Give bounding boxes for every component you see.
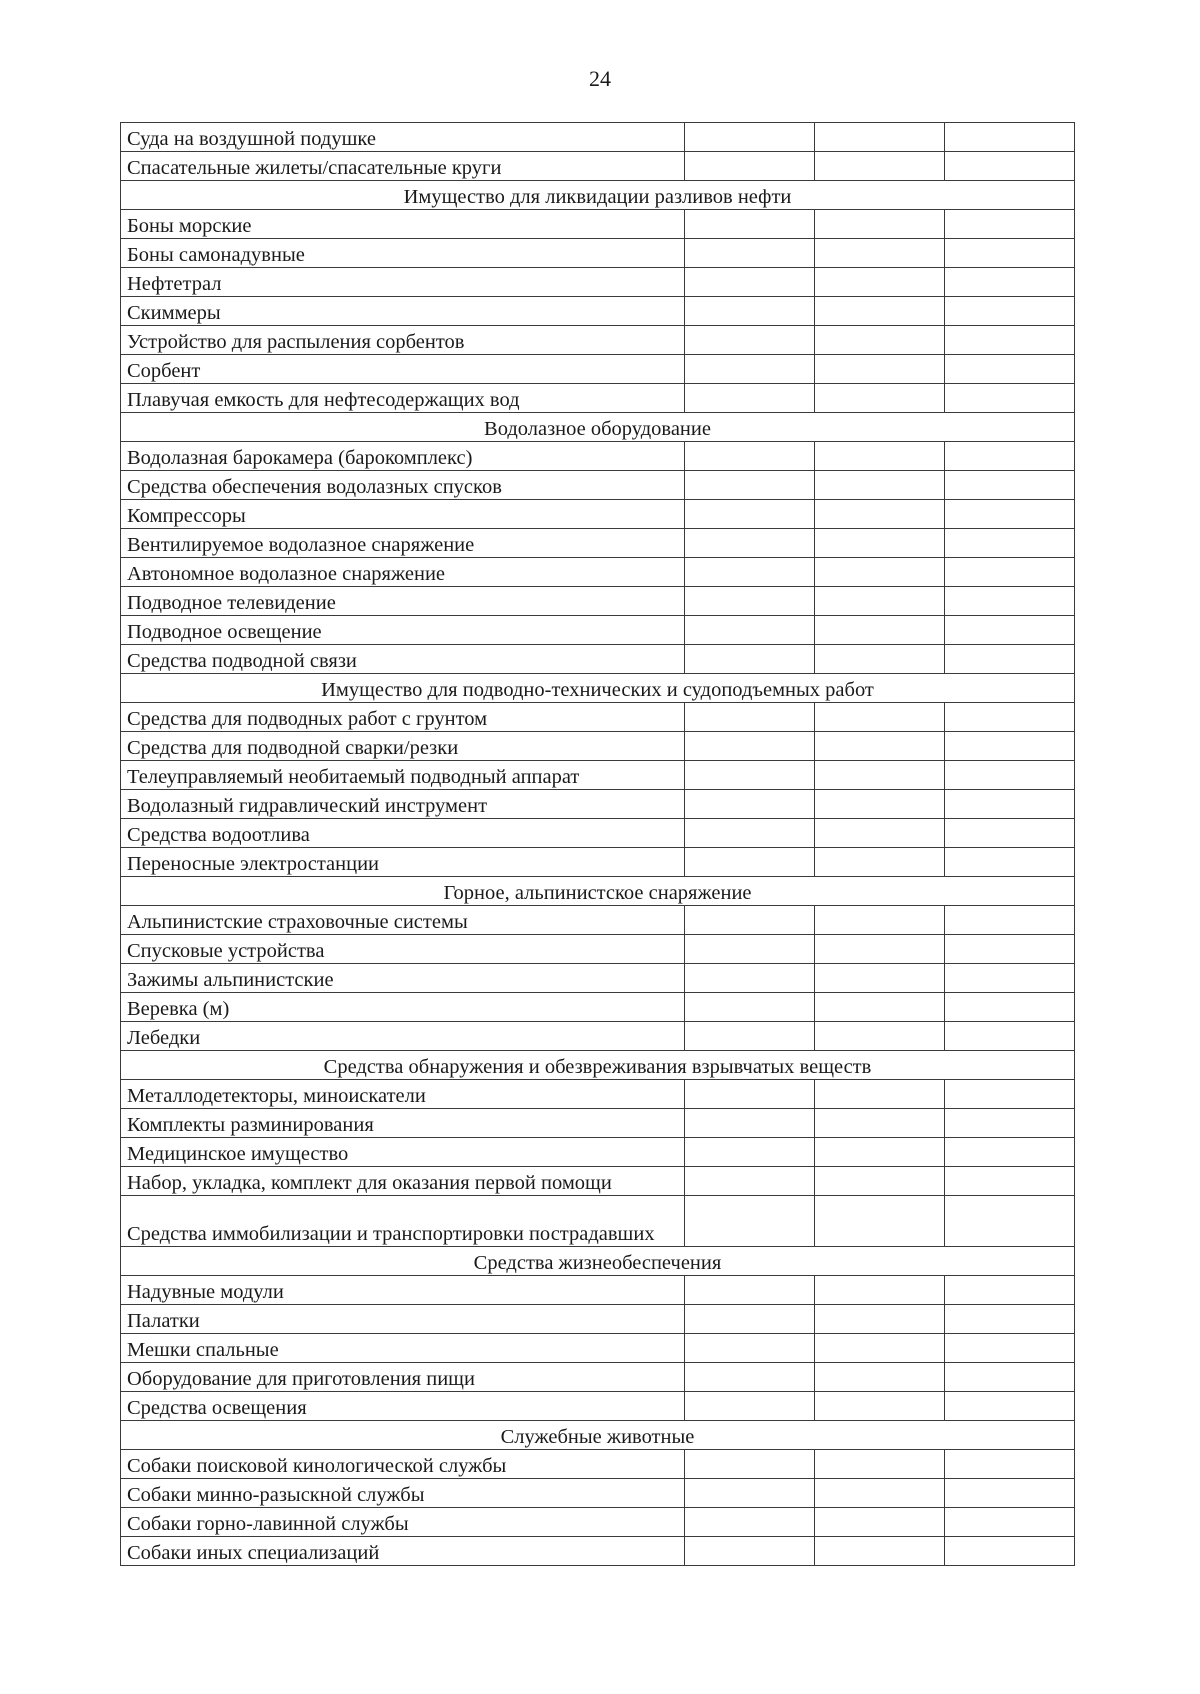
- item-name-cell: Собаки иных специализаций: [121, 1537, 685, 1566]
- table-row: [121, 848, 1075, 877]
- table-row: [121, 1479, 1075, 1508]
- empty-cell: [685, 906, 815, 935]
- item-name-cell: Плавучая емкость для нефтесодержащих вод: [121, 384, 685, 413]
- empty-cell: [945, 761, 1075, 790]
- empty-cell: [685, 123, 815, 152]
- table-row: [121, 384, 1075, 413]
- empty-cell: [815, 848, 945, 877]
- item-name-cell: Оборудование для приготовления пищи: [121, 1363, 685, 1392]
- empty-cell: [815, 1450, 945, 1479]
- empty-cell: [685, 761, 815, 790]
- section-title: Имущество для подводно-технических и судоподъемных работ: [121, 674, 1075, 703]
- empty-cell: [945, 1022, 1075, 1051]
- empty-cell: [945, 123, 1075, 152]
- table-row: [121, 152, 1075, 181]
- item-name-cell: Средства иммобилизации и транспортировки пострадавших: [121, 1196, 685, 1247]
- table-row: [121, 1109, 1075, 1138]
- empty-cell: [945, 1196, 1075, 1247]
- empty-cell: [815, 1537, 945, 1566]
- item-name-cell: Телеуправляемый необитаемый подводный аппарат: [121, 761, 685, 790]
- item-name-cell: Вентилируемое водолазное снаряжение: [121, 529, 685, 558]
- empty-cell: [685, 732, 815, 761]
- empty-cell: [945, 1276, 1075, 1305]
- item-name-cell: Набор, укладка, комплект для оказания первой помощи: [121, 1167, 685, 1196]
- section-header-row: [121, 877, 1075, 906]
- table-row: [121, 1450, 1075, 1479]
- empty-cell: [685, 1080, 815, 1109]
- empty-cell: [945, 1167, 1075, 1196]
- section-title: Служебные животные: [121, 1421, 1075, 1450]
- item-name-cell: Средства подводной связи: [121, 645, 685, 674]
- empty-cell: [685, 1196, 815, 1247]
- item-name-cell: Комплекты разминирования: [121, 1109, 685, 1138]
- empty-cell: [685, 326, 815, 355]
- empty-cell: [945, 152, 1075, 181]
- empty-cell: [815, 210, 945, 239]
- empty-cell: [685, 239, 815, 268]
- item-name-cell: Лебедки: [121, 1022, 685, 1051]
- table-row: [121, 442, 1075, 471]
- empty-cell: [685, 1022, 815, 1051]
- empty-cell: [815, 1508, 945, 1537]
- empty-cell: [945, 239, 1075, 268]
- empty-cell: [945, 732, 1075, 761]
- empty-cell: [945, 1508, 1075, 1537]
- empty-cell: [815, 1276, 945, 1305]
- empty-cell: [945, 1479, 1075, 1508]
- section-header-row: [121, 1051, 1075, 1080]
- table-row: [121, 703, 1075, 732]
- empty-cell: [945, 500, 1075, 529]
- empty-cell: [945, 703, 1075, 732]
- item-name-cell: Зажимы альпинистские: [121, 964, 685, 993]
- empty-cell: [945, 268, 1075, 297]
- empty-cell: [815, 790, 945, 819]
- empty-cell: [685, 1109, 815, 1138]
- item-name-cell: Боны самонадувные: [121, 239, 685, 268]
- empty-cell: [945, 964, 1075, 993]
- empty-cell: [815, 819, 945, 848]
- item-name-cell: Скиммеры: [121, 297, 685, 326]
- table-row: [121, 123, 1075, 152]
- empty-cell: [685, 1167, 815, 1196]
- empty-cell: [685, 790, 815, 819]
- empty-cell: [815, 906, 945, 935]
- empty-cell: [945, 1363, 1075, 1392]
- table-row: [121, 1276, 1075, 1305]
- empty-cell: [945, 819, 1075, 848]
- table-row: [121, 1363, 1075, 1392]
- table-row: [121, 645, 1075, 674]
- empty-cell: [815, 297, 945, 326]
- item-name-cell: Собаки минно-разыскной службы: [121, 1479, 685, 1508]
- empty-cell: [945, 210, 1075, 239]
- item-name-cell: Суда на воздушной подушке: [121, 123, 685, 152]
- item-name-cell: Палатки: [121, 1305, 685, 1334]
- empty-cell: [945, 1109, 1075, 1138]
- empty-cell: [685, 1305, 815, 1334]
- item-name-cell: Мешки спальные: [121, 1334, 685, 1363]
- section-title: Горное, альпинистское снаряжение: [121, 877, 1075, 906]
- empty-cell: [815, 1334, 945, 1363]
- empty-cell: [945, 471, 1075, 500]
- empty-cell: [945, 1334, 1075, 1363]
- empty-cell: [815, 268, 945, 297]
- item-name-cell: Нефтетрал: [121, 268, 685, 297]
- empty-cell: [815, 616, 945, 645]
- item-name-cell: Подводное телевидение: [121, 587, 685, 616]
- empty-cell: [945, 906, 1075, 935]
- item-name-cell: Подводное освещение: [121, 616, 685, 645]
- empty-cell: [815, 1305, 945, 1334]
- section-title: Водолазное оборудование: [121, 413, 1075, 442]
- empty-cell: [945, 616, 1075, 645]
- item-name-cell: Собаки горно-лавинной службы: [121, 1508, 685, 1537]
- empty-cell: [945, 1537, 1075, 1566]
- empty-cell: [815, 123, 945, 152]
- empty-cell: [685, 1392, 815, 1421]
- empty-cell: [685, 935, 815, 964]
- empty-cell: [685, 384, 815, 413]
- empty-cell: [685, 993, 815, 1022]
- table-row: [121, 616, 1075, 645]
- empty-cell: [945, 1138, 1075, 1167]
- table-row: [121, 1022, 1075, 1051]
- empty-cell: [685, 558, 815, 587]
- empty-cell: [685, 471, 815, 500]
- inventory-table-body: [121, 123, 1075, 1566]
- empty-cell: [815, 529, 945, 558]
- empty-cell: [945, 558, 1075, 587]
- empty-cell: [815, 993, 945, 1022]
- empty-cell: [685, 1334, 815, 1363]
- empty-cell: [945, 790, 1075, 819]
- empty-cell: [815, 558, 945, 587]
- table-row: [121, 297, 1075, 326]
- empty-cell: [685, 500, 815, 529]
- empty-cell: [815, 1080, 945, 1109]
- table-row: [121, 1334, 1075, 1363]
- empty-cell: [945, 529, 1075, 558]
- table-row: [121, 239, 1075, 268]
- table-row: [121, 935, 1075, 964]
- table-row: [121, 993, 1075, 1022]
- table-row: [121, 1138, 1075, 1167]
- section-header-row: [121, 1421, 1075, 1450]
- empty-cell: [945, 1305, 1075, 1334]
- empty-cell: [815, 1022, 945, 1051]
- empty-cell: [815, 964, 945, 993]
- item-name-cell: Боны морские: [121, 210, 685, 239]
- empty-cell: [815, 587, 945, 616]
- section-header-row: [121, 674, 1075, 703]
- inventory-table: [120, 122, 1075, 1566]
- empty-cell: [685, 848, 815, 877]
- empty-cell: [945, 645, 1075, 674]
- empty-cell: [685, 1479, 815, 1508]
- empty-cell: [945, 326, 1075, 355]
- table-row: [121, 732, 1075, 761]
- table-row: [121, 471, 1075, 500]
- empty-cell: [815, 1392, 945, 1421]
- table-row: [121, 587, 1075, 616]
- empty-cell: [685, 297, 815, 326]
- empty-cell: [685, 152, 815, 181]
- empty-cell: [945, 1080, 1075, 1109]
- section-title: Имущество для ликвидации разливов нефти: [121, 181, 1075, 210]
- table-row: [121, 1392, 1075, 1421]
- table-row: [121, 210, 1075, 239]
- table-row: [121, 500, 1075, 529]
- section-header-row: [121, 413, 1075, 442]
- empty-cell: [685, 587, 815, 616]
- empty-cell: [815, 471, 945, 500]
- empty-cell: [815, 1196, 945, 1247]
- item-name-cell: Автономное водолазное снаряжение: [121, 558, 685, 587]
- empty-cell: [685, 819, 815, 848]
- empty-cell: [685, 1537, 815, 1566]
- table-row: [121, 529, 1075, 558]
- table-row: [121, 1080, 1075, 1109]
- empty-cell: [685, 1508, 815, 1537]
- table-row: [121, 1305, 1075, 1334]
- section-header-row: [121, 181, 1075, 210]
- empty-cell: [945, 993, 1075, 1022]
- empty-cell: [815, 703, 945, 732]
- item-name-cell: Медицинское имущество: [121, 1138, 685, 1167]
- empty-cell: [945, 297, 1075, 326]
- empty-cell: [685, 703, 815, 732]
- empty-cell: [685, 210, 815, 239]
- empty-cell: [685, 645, 815, 674]
- empty-cell: [815, 1167, 945, 1196]
- empty-cell: [685, 268, 815, 297]
- item-name-cell: Надувные модули: [121, 1276, 685, 1305]
- table-row: [121, 558, 1075, 587]
- empty-cell: [815, 442, 945, 471]
- empty-cell: [945, 355, 1075, 384]
- empty-cell: [945, 848, 1075, 877]
- empty-cell: [815, 1363, 945, 1392]
- section-header-row: [121, 1247, 1075, 1276]
- empty-cell: [815, 239, 945, 268]
- empty-cell: [685, 442, 815, 471]
- item-name-cell: Средства для подводных работ с грунтом: [121, 703, 685, 732]
- table-row: [121, 326, 1075, 355]
- empty-cell: [815, 384, 945, 413]
- table-row: [121, 1508, 1075, 1537]
- empty-cell: [815, 326, 945, 355]
- item-name-cell: Средства освещения: [121, 1392, 685, 1421]
- empty-cell: [815, 500, 945, 529]
- empty-cell: [815, 1109, 945, 1138]
- item-name-cell: Веревка (м): [121, 993, 685, 1022]
- empty-cell: [815, 1138, 945, 1167]
- item-name-cell: Средства водоотлива: [121, 819, 685, 848]
- item-name-cell: Устройство для распыления сорбентов: [121, 326, 685, 355]
- item-name-cell: Переносные электростанции: [121, 848, 685, 877]
- empty-cell: [685, 964, 815, 993]
- empty-cell: [685, 1450, 815, 1479]
- item-name-cell: Собаки поисковой кинологической службы: [121, 1450, 685, 1479]
- empty-cell: [945, 1450, 1075, 1479]
- empty-cell: [685, 1138, 815, 1167]
- empty-cell: [815, 761, 945, 790]
- empty-cell: [685, 355, 815, 384]
- empty-cell: [815, 152, 945, 181]
- empty-cell: [685, 529, 815, 558]
- page-number: 24: [589, 66, 611, 91]
- empty-cell: [945, 587, 1075, 616]
- item-name-cell: Металлодетекторы, миноискатели: [121, 1080, 685, 1109]
- table-row: [121, 1167, 1075, 1196]
- table-row: [121, 906, 1075, 935]
- empty-cell: [815, 732, 945, 761]
- item-name-cell: Водолазная барокамера (барокомплекс): [121, 442, 685, 471]
- empty-cell: [815, 1479, 945, 1508]
- empty-cell: [945, 384, 1075, 413]
- empty-cell: [815, 645, 945, 674]
- empty-cell: [685, 1363, 815, 1392]
- table-row: [121, 819, 1075, 848]
- item-name-cell: Альпинистские страховочные системы: [121, 906, 685, 935]
- item-name-cell: Сорбент: [121, 355, 685, 384]
- item-name-cell: Спасательные жилеты/спасательные круги: [121, 152, 685, 181]
- empty-cell: [815, 935, 945, 964]
- table-row: [121, 790, 1075, 819]
- table-row: [121, 761, 1075, 790]
- item-name-cell: Спусковые устройства: [121, 935, 685, 964]
- empty-cell: [945, 442, 1075, 471]
- table-row: [121, 964, 1075, 993]
- table-row: [121, 1537, 1075, 1566]
- section-title: Средства обнаружения и обезвреживания взрывчатых веществ: [121, 1051, 1075, 1080]
- section-title: Средства жизнеобеспечения: [121, 1247, 1075, 1276]
- empty-cell: [815, 355, 945, 384]
- empty-cell: [685, 1276, 815, 1305]
- empty-cell: [945, 935, 1075, 964]
- item-name-cell: Компрессоры: [121, 500, 685, 529]
- item-name-cell: Средства для подводной сварки/резки: [121, 732, 685, 761]
- empty-cell: [945, 1392, 1075, 1421]
- item-name-cell: Водолазный гидравлический инструмент: [121, 790, 685, 819]
- empty-cell: [685, 616, 815, 645]
- item-name-cell: Средства обеспечения водолазных спусков: [121, 471, 685, 500]
- table-row: [121, 355, 1075, 384]
- table-row: [121, 1196, 1075, 1247]
- table-row: [121, 268, 1075, 297]
